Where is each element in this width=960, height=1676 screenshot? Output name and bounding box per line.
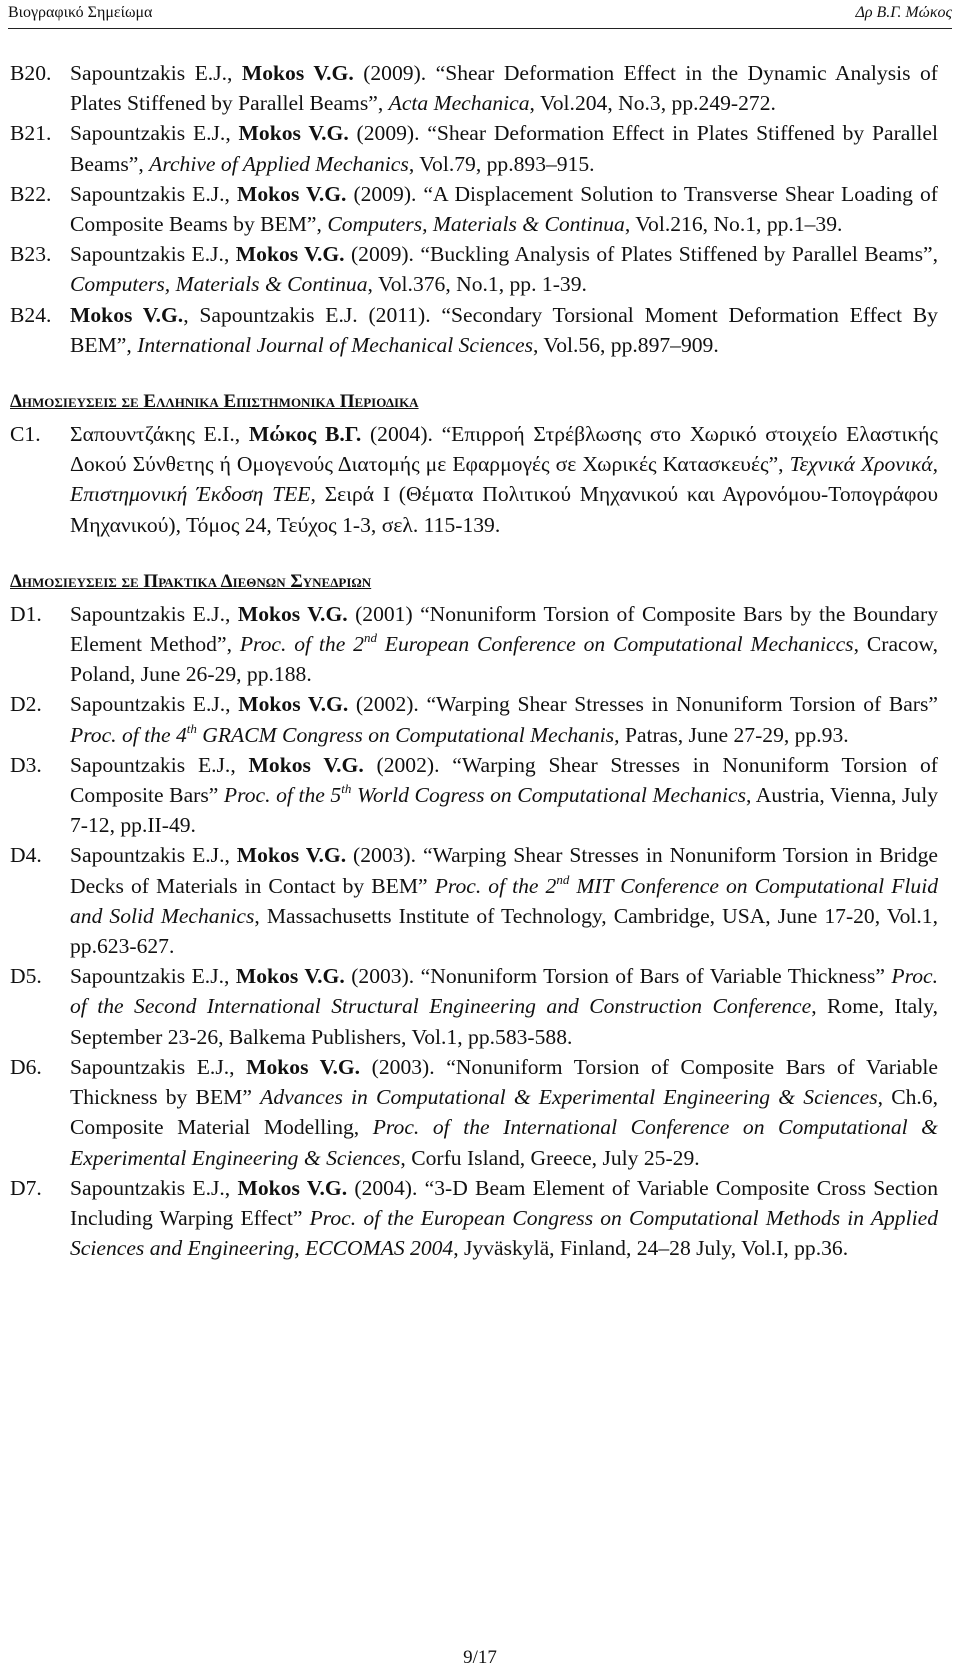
list-item <box>10 750 938 841</box>
entry-number: B22. <box>10 181 52 206</box>
header-title: Βιογραφικό Σημείωμα <box>8 4 153 21</box>
entry-text: Σαπουντζάκης Ε.Ι., Μώκος Β.Γ. (2004). “Επιρροή Στρέβλωσης στο Χωρικό στοιχείο Ελαστικής Δοκού Σύνθετης ή Ομογενούς Διατομής με Εφαρμογές σε Χωρικές Κατασκευές”, Τεχνικά Χρονικά, Επιστημονική Έκδοση ΤΕΕ, Σειρά Ι (Θέματα Πολιτικού Μηχανικού και Αγρονόμου-Τοπογράφου Μηχανικού), Τόμος 24, Τεύχος 1-3, σελ. 115-139. <box>70 422 939 537</box>
list-item <box>10 840 938 961</box>
entry-text: Sapountzakis E.J., Mokos V.G. (2003). “Nonuniform Torsion of Bars of Variable Thickness” Proc. of the Second International Structural Engineering and Construction Conference, Rome, Italy, September 23-26, Balkema Publishers, Vol.1, pp.583-588. <box>70 964 938 1049</box>
entry-number: B23. <box>10 242 52 267</box>
entry-number: D7. <box>10 1175 42 1200</box>
entry-number: B20. <box>10 61 52 85</box>
entry-text: Sapountzakis E.J., Mokos V.G. (2009). “Shear Deformation Effect in the Dynamic Analysis of Plates Stiffened by Parallel Beams”, Acta Mechanica, Vol.204, No.3, pp.249-272. <box>70 61 938 116</box>
list-item <box>10 961 938 1052</box>
group-d <box>10 599 938 1263</box>
entry-number: B21. <box>10 121 52 146</box>
entry-number: D6. <box>10 1054 42 1079</box>
header-author: Δρ Β.Γ. Μώκος <box>855 4 952 21</box>
entry-text: Sapountzakis E.J., Mokos V.G. (2009). “Buckling Analysis of Plates Stiffened by Parallel Beams”, Computers, Materials & Continua, Vol.376, No.1, pp. 1-39. <box>70 242 938 297</box>
entry-text: Sapountzakis E.J., Mokos V.G. (2009). “Shear Deformation Effect in Plates Stiffened by Parallel Beams”, Archive of Applied Mechanics, Vol.79, pp.893–915. <box>70 121 938 176</box>
list-item <box>10 419 938 540</box>
list-item <box>10 239 938 299</box>
entry-number: D2. <box>10 692 42 717</box>
page-number: 9/17 <box>463 1647 497 1668</box>
list-item <box>10 689 938 749</box>
entry-text: Sapountzakis E.J., Mokos V.G. (2001) “Nonuniform Torsion of Composite Bars by the Boundary Element Method”, Proc. of the 2nd European Conference on Computational Mechaniccs, Cracow, Poland, June 26-29, pp.188. <box>70 601 938 687</box>
entry-text: Sapountzakis E.J., Mokos V.G. (2002). “Warping Shear Stresses in Nonuniform Torsion of Bars” Proc. of the 4th GRACM Congress on Computational Mechanis, Patras, June 27-29, pp.93. <box>70 692 938 747</box>
entry-text: Sapountzakis E.J., Mokos V.G. (2003). “Nonuniform Torsion of Composite Bars of Variable Thickness by BEM” Advances in Computational & Experimental Engineering & Sciences, Ch.6, Composite Material Modelling, Proc. of the International Conference on Computational & Experimental Engineering & Sciences, Corfu Island, Greece, July 25-29. <box>70 1054 938 1170</box>
section-heading-greek-journals: Δημοσιευσεισ σε Ελληνικα Επιστημονικα Περιοδικα <box>10 391 419 413</box>
list-item <box>10 300 938 360</box>
group-c <box>10 419 938 540</box>
entry-number: D1. <box>10 601 42 626</box>
list-item <box>10 118 938 178</box>
list-item <box>10 599 938 690</box>
entry-number: B24. <box>10 302 52 327</box>
entry-text: Sapountzakis E.J., Mokos V.G. (2002). “Warping Shear Stresses in Nonuniform Torsion of Composite Bars” Proc. of the 5th World Cogress on Computational Mechanics, Austria, Vienna, July 7-12, pp.II-49. <box>70 752 938 838</box>
entry-text: Mokos V.G., Sapountzakis E.J. (2011). “Secondary Torsional Moment Deformation Effect By BEM”, International Journal of Mechanical Sciences, Vol.56, pp.897–909. <box>70 302 938 357</box>
entry-number: D3. <box>10 752 42 777</box>
entry-text: Sapountzakis E.J., Mokos V.G. (2004). “3-D Beam Element of Variable Composite Cross Section Including Warping Effect” Proc. of the European Congress on Computational Methods in Applied Sciences and Engineering, ECCOMAS 2004, Jyväskylä, Finland, 24–28 July, Vol.I, pp.36. <box>70 1175 938 1261</box>
list-item <box>10 1052 938 1173</box>
entry-number: D4. <box>10 843 42 868</box>
page-header <box>8 0 952 29</box>
section-heading-conferences: Δημοσιευσεισ σε Πρακτικα Διεθνων Συνεδριων <box>10 570 372 592</box>
entry-number: C1. <box>10 422 41 447</box>
list-item <box>10 179 938 239</box>
list-item <box>10 1173 938 1264</box>
entry-number: D5. <box>10 964 42 989</box>
entry-text: Sapountzakis E.J., Mokos V.G. (2009). “A Displacement Solution to Transverse Shear Loading of Composite Beams by BEM”, Computers, Materials & Continua, Vol.216, No.1, pp.1–39. <box>70 181 938 237</box>
list-item <box>10 58 938 118</box>
entry-text: Sapountzakis E.J., Mokos V.G. (2003). “Warping Shear Stresses in Nonuniform Torsion in Bridge Decks of Materials in Contact by BEM” Proc. of the 2nd MIT Conference on Computational Fluid and Solid Mechanics, Massachusetts Institute of Technology, Cambridge, USA, June 17-20, Vol.1, pp.623-627. <box>70 843 938 959</box>
publication-list <box>10 58 938 1263</box>
group-b <box>10 58 938 360</box>
